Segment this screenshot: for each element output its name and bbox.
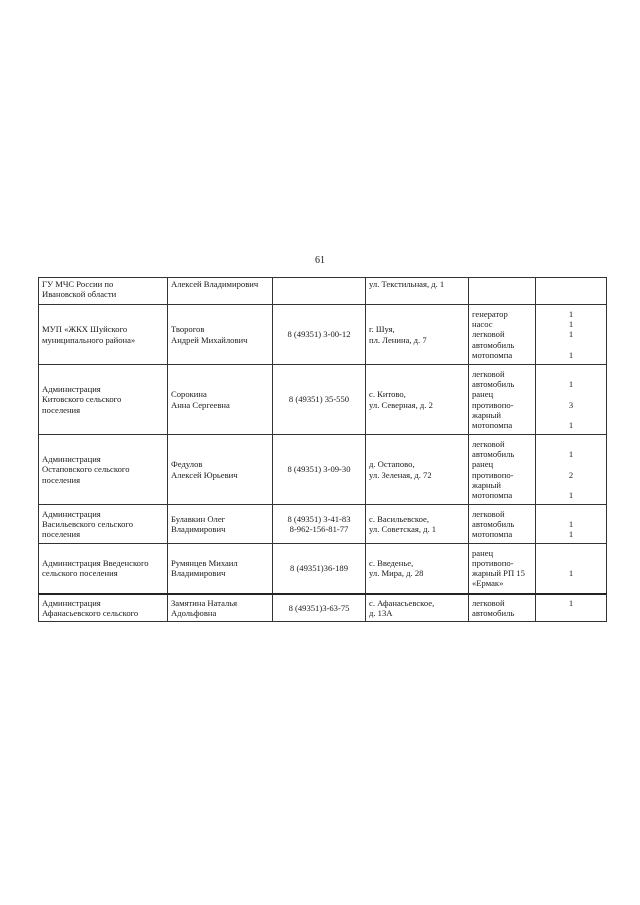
equipment-cell bbox=[469, 365, 536, 435]
equipment-cell bbox=[469, 544, 536, 594]
quantity-line: 1 bbox=[568, 349, 574, 360]
address-cell bbox=[366, 365, 469, 435]
person-line: Румянцев Михаил bbox=[171, 558, 238, 569]
quantity-line: 1 bbox=[568, 309, 574, 320]
quantity-line: 2 bbox=[568, 469, 574, 480]
org-line: Администрация bbox=[42, 384, 101, 395]
address-line: ул. Текстильная, д. 1 bbox=[369, 279, 445, 289]
quantity-line bbox=[539, 389, 603, 399]
equipment-line: легковой bbox=[472, 597, 505, 608]
org-line: Ивановской области bbox=[42, 289, 117, 300]
equipment-line: мотопомпа bbox=[472, 489, 513, 500]
contact-person-cell bbox=[168, 505, 273, 544]
organization-cell bbox=[39, 594, 168, 622]
phone-cell bbox=[273, 365, 366, 435]
equipment-cell bbox=[469, 278, 536, 305]
equipment-line: автомобиль bbox=[472, 379, 515, 390]
org-line: муниципального района» bbox=[42, 334, 136, 345]
person-line: Замятина Наталья bbox=[171, 597, 238, 608]
phone-line: 8 (49351)3-63-75 bbox=[288, 602, 350, 613]
phone-cell bbox=[273, 435, 366, 505]
equipment-line: автомобиль bbox=[472, 607, 515, 618]
quantity-line: 1 bbox=[568, 518, 574, 529]
org-line: Администрация bbox=[42, 597, 101, 608]
page-number: 61 bbox=[315, 255, 325, 266]
address-line: ул. Советская, д. 1 bbox=[369, 524, 437, 534]
phone-cell bbox=[273, 505, 366, 544]
phone-line: 8 (49351) 3-00-12 bbox=[287, 329, 351, 340]
org-line: Администрация bbox=[42, 508, 101, 519]
phone-line: 8 (49351)36-189 bbox=[290, 563, 348, 574]
address-line: г. Шуя, bbox=[369, 324, 395, 335]
table-row bbox=[39, 544, 607, 594]
quantity-cell bbox=[536, 278, 607, 305]
equipment-line: легковой bbox=[472, 368, 505, 379]
equipment-line: жарный РП 15 bbox=[472, 568, 525, 579]
quantity-line: 1 bbox=[568, 489, 574, 500]
equipment-cell bbox=[469, 305, 536, 365]
org-line: поселения bbox=[42, 404, 81, 415]
equipment-line: легковой bbox=[472, 329, 505, 340]
address-cell bbox=[366, 435, 469, 505]
quantity-cell bbox=[536, 305, 607, 365]
equipment-line: легковой bbox=[472, 508, 505, 519]
quantity-cell bbox=[536, 435, 607, 505]
address-cell bbox=[366, 594, 469, 622]
contact-person-cell bbox=[168, 305, 273, 365]
organization-cell bbox=[39, 435, 168, 505]
organization-cell bbox=[39, 305, 168, 365]
org-line: поселения bbox=[42, 529, 81, 540]
address-line: д. 13А bbox=[369, 607, 393, 618]
equipment-line: ранец bbox=[472, 547, 494, 558]
person-line: Алексей Владимирович bbox=[171, 279, 259, 289]
person-line: Владимирович bbox=[171, 524, 226, 534]
quantity-line bbox=[539, 608, 603, 618]
equipment-line: жарный bbox=[472, 409, 502, 420]
equipment-line: насос bbox=[472, 319, 493, 330]
equipment-line: автомобиль bbox=[472, 339, 515, 350]
phone-line: 8-962-156-81-77 bbox=[289, 524, 349, 534]
phone-cell bbox=[273, 278, 366, 305]
address-line: с. Афанасьевское, bbox=[369, 597, 435, 608]
person-line: Андрей Михайлович bbox=[171, 334, 248, 345]
org-line: Администрация Введенского bbox=[42, 558, 149, 569]
quantity-line bbox=[539, 578, 603, 588]
equipment-line: ранец bbox=[472, 459, 494, 470]
equipment-line: генератор bbox=[472, 309, 508, 320]
table-row bbox=[39, 365, 607, 435]
equipment-line: легковой bbox=[472, 438, 505, 449]
equipment-line: жарный bbox=[472, 479, 502, 490]
address-cell bbox=[366, 505, 469, 544]
org-line: Остаповского сельского bbox=[42, 464, 130, 475]
quantity-line: 1 bbox=[568, 529, 574, 540]
equipment-line: автомобиль bbox=[472, 518, 515, 529]
address-cell bbox=[366, 544, 469, 594]
quantity-line bbox=[539, 509, 603, 519]
organization-cell bbox=[39, 544, 168, 594]
equipment-line: противопо- bbox=[472, 399, 514, 410]
equipment-line: мотопомпа bbox=[472, 529, 513, 540]
person-line: Анна Сергеевна bbox=[171, 399, 230, 410]
equipment-cell bbox=[469, 435, 536, 505]
quantity-line bbox=[539, 439, 603, 449]
org-line: сельского поселения bbox=[42, 568, 118, 579]
contact-person-cell bbox=[168, 278, 273, 305]
quantity-line: 1 bbox=[568, 319, 574, 330]
person-line: Федулов bbox=[171, 459, 203, 470]
person-line: Адольфовна bbox=[171, 607, 217, 618]
equipment-cell bbox=[469, 505, 536, 544]
phone-cell bbox=[273, 594, 366, 622]
contact-person-cell bbox=[168, 435, 273, 505]
address-line: ул. Северная, д. 2 bbox=[369, 399, 433, 410]
equipment-line: противопо- bbox=[472, 469, 514, 480]
equipment-line: мотопомпа bbox=[472, 349, 513, 360]
quantity-line: 1 bbox=[568, 597, 574, 608]
organization-cell bbox=[39, 278, 168, 305]
contact-person-cell bbox=[168, 544, 273, 594]
person-line: Сорокина bbox=[171, 389, 207, 400]
quantity-cell bbox=[536, 365, 607, 435]
phone-line: 8 (49351) 3-41-83 bbox=[287, 513, 351, 524]
phone-line: 8 (49351) 3-09-30 bbox=[287, 464, 351, 475]
address-line: д. Остапово, bbox=[369, 459, 415, 470]
table-row bbox=[39, 505, 607, 544]
quantity-cell bbox=[536, 505, 607, 544]
person-line: Булавкин Олег bbox=[171, 513, 226, 524]
org-line: ГУ МЧС России по bbox=[42, 279, 114, 289]
quantity-line: 3 bbox=[568, 399, 574, 410]
quantity-line bbox=[539, 410, 603, 420]
quantity-line: 1 bbox=[568, 379, 574, 390]
equipment-line: мотопомпа bbox=[472, 419, 513, 430]
equipment-cell bbox=[469, 594, 536, 622]
org-line: Китовского сельского bbox=[42, 394, 122, 405]
org-line: МУП «ЖКХ Шуйского bbox=[42, 324, 128, 335]
quantity-line bbox=[539, 369, 603, 379]
org-line: поселения bbox=[42, 474, 81, 485]
address-line: ул. Зеленая, д. 72 bbox=[369, 469, 432, 480]
table-row bbox=[39, 278, 607, 305]
quantity-cell bbox=[536, 594, 607, 622]
org-line: Васильевского сельского bbox=[42, 518, 133, 529]
organization-cell bbox=[39, 365, 168, 435]
contact-person-cell bbox=[168, 594, 273, 622]
table-row bbox=[39, 594, 607, 622]
quantity-line: 1 bbox=[568, 568, 574, 579]
organization-cell bbox=[39, 505, 168, 544]
equipment-line: противопо- bbox=[472, 558, 514, 569]
equipment-line: автомобиль bbox=[472, 449, 515, 460]
address-cell bbox=[366, 278, 469, 305]
org-line: Афанасьевского сельского bbox=[42, 607, 139, 618]
equipment-line: ранец bbox=[472, 389, 494, 400]
quantity-line bbox=[539, 558, 603, 568]
quantity-cell bbox=[536, 544, 607, 594]
address-line: пл. Ленина, д. 7 bbox=[369, 334, 427, 345]
org-line: Администрация bbox=[42, 454, 101, 465]
table-row bbox=[39, 305, 607, 365]
phone-cell bbox=[273, 305, 366, 365]
phone-line: 8 (49351) 35-550 bbox=[288, 394, 350, 405]
quantity-line: 1 bbox=[568, 449, 574, 460]
person-line: Творогов bbox=[171, 324, 205, 335]
table-row bbox=[39, 435, 607, 505]
quantity-line: 1 bbox=[568, 329, 574, 340]
person-line: Алексей Юрьевич bbox=[171, 469, 238, 480]
quantity-line bbox=[539, 459, 603, 469]
phone-cell bbox=[273, 544, 366, 594]
address-line: с. Китово, bbox=[369, 389, 406, 400]
person-line: Владимирович bbox=[171, 568, 226, 579]
equipment-line: «Ермак» bbox=[472, 578, 504, 589]
quantity-line bbox=[539, 480, 603, 490]
address-line: с. Васильевское, bbox=[369, 513, 430, 524]
equipment-registry-table bbox=[38, 277, 607, 622]
address-cell bbox=[366, 305, 469, 365]
address-line: с. Введенье, bbox=[369, 558, 414, 569]
quantity-line bbox=[539, 548, 603, 558]
quantity-line bbox=[539, 340, 603, 350]
quantity-line: 1 bbox=[568, 419, 574, 430]
address-line: ул. Мира, д. 28 bbox=[369, 568, 424, 579]
contact-person-cell bbox=[168, 365, 273, 435]
